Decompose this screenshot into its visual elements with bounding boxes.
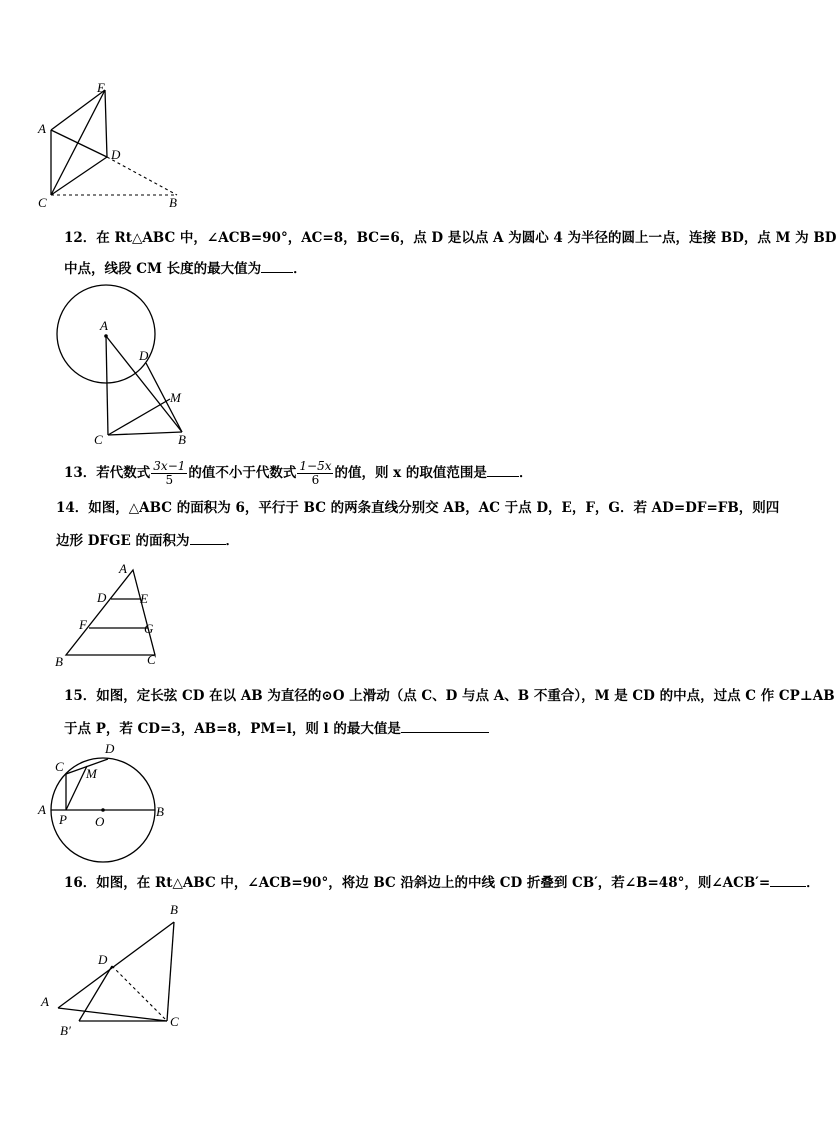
label-o: O xyxy=(95,814,105,829)
label-c: C xyxy=(55,759,64,774)
answer-blank-12[interactable] xyxy=(261,258,293,273)
label-a: A xyxy=(41,994,49,1009)
fraction-1: $\frac{3x-1}{5}$ xyxy=(153,459,186,487)
label-b: B xyxy=(55,654,63,669)
segment-ed xyxy=(105,90,107,157)
fraction-2: $\frac{1-5x}{6}$ xyxy=(299,459,332,487)
segment-ac xyxy=(106,336,108,435)
label-d: D xyxy=(139,348,149,363)
label-f: F xyxy=(79,617,87,632)
segment-ab xyxy=(58,922,174,1008)
label-b-prime: B′ xyxy=(60,1023,71,1038)
label-a: A xyxy=(38,802,46,817)
segment-ae xyxy=(51,90,105,130)
circle-a xyxy=(57,285,155,383)
figure-q14 xyxy=(52,558,172,673)
question-14-line1: 14．如图，△ABC 的面积为 6，平行于 BC 的两条直线分别交 AB，AC 于点 D，E，F，G．若 AD=DF=FB，则四 xyxy=(56,500,780,516)
label-c: C xyxy=(38,195,47,210)
point-o xyxy=(101,808,105,812)
answer-blank-14[interactable] xyxy=(190,530,226,545)
figure-q15 xyxy=(30,738,180,868)
label-m: M xyxy=(86,766,97,781)
segment-dc xyxy=(51,157,107,195)
question-13: 13．若代数式 $\frac{3x-1}{5}$ 的值不小于代数式 $\frac{1-5x}{6}$ 的值，则 x 的取值范围是 ． xyxy=(64,459,533,487)
label-a: A xyxy=(38,121,46,136)
figure-q11 xyxy=(30,80,190,215)
question-12-line2: 中点，线段 CM 长度的最大值为 ． xyxy=(64,258,307,279)
label-b: B xyxy=(178,432,186,447)
label-b: B xyxy=(170,902,178,917)
segment-ec xyxy=(51,90,105,195)
question-15-line2: 于点 P，若 CD=3，AB=8，PM=l，则 l 的最大值是 xyxy=(64,718,489,739)
figure-q16 xyxy=(36,898,196,1044)
label-b: B xyxy=(156,804,164,819)
answer-blank-15[interactable] xyxy=(401,718,489,733)
question-14-line2: 边形 DFGE 的面积为 ． xyxy=(56,530,239,551)
point-a xyxy=(104,334,108,338)
answer-blank-13[interactable] xyxy=(487,462,519,477)
label-a: A xyxy=(100,318,108,333)
label-e: E xyxy=(97,80,105,95)
question-15-line1: 15．如图，定长弦 CD 在以 AB 为直径的⊙O 上滑动（点 C、D 与点 A、B 不重合），M 是 CD 的中点，过点 C 作 CP⊥AB xyxy=(64,688,835,704)
label-e: E xyxy=(140,591,148,606)
segment-ad xyxy=(51,130,107,157)
figure-q12 xyxy=(52,282,202,450)
dashed-dc xyxy=(112,966,167,1021)
label-g: G xyxy=(144,621,154,636)
segment-ac xyxy=(58,1008,167,1021)
label-d: D xyxy=(97,590,107,605)
label-c: C xyxy=(170,1014,179,1029)
label-a: A xyxy=(119,561,127,576)
segment-bc xyxy=(167,922,174,1021)
question-16: 16．如图，在 Rt△ABC 中，∠ACB=90°，将边 BC 沿斜边上的中线 CD 折叠到 CB′，若∠B=48°，则∠ACB′= ． xyxy=(64,872,820,893)
segment-cm xyxy=(108,399,170,435)
triangle-abc xyxy=(66,570,155,655)
label-c: C xyxy=(94,432,103,447)
label-d: D xyxy=(98,952,108,967)
label-m: M xyxy=(170,390,181,405)
label-d: D xyxy=(111,147,121,162)
label-d: D xyxy=(105,741,115,756)
label-c: C xyxy=(147,652,156,667)
dashed-db xyxy=(107,157,177,195)
segment-cb xyxy=(108,432,182,435)
answer-blank-16[interactable] xyxy=(770,872,806,887)
question-12-line1: 12．在 Rt△ABC 中，∠ACB=90°，AC=8，BC=6，点 D 是以点 A 为圆心 4 为半径的圆上一点，连接 BD，点 M 为 BD xyxy=(64,230,836,246)
label-b: B xyxy=(169,195,177,210)
label-p: P xyxy=(59,812,67,827)
